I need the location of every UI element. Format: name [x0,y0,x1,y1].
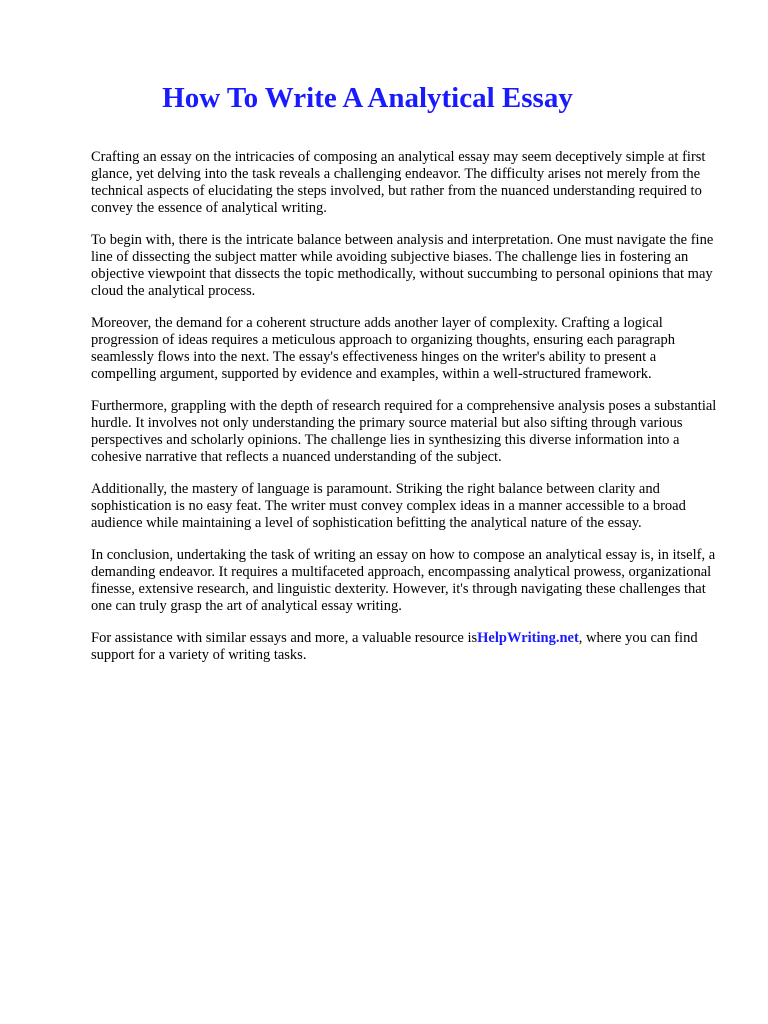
page-title: How To Write A Analytical Essay [162,82,573,114]
closing-text-before: For assistance with similar essays and more, a valuable resource is [91,630,478,646]
paragraph-closing [91,630,721,664]
paragraph-conclusion: In conclusion, undertaking the task of writing an essay on how to compose an analytical essay is, in itself, a demanding endeavor. It requires a multifaceted approach, encompassing analytical prowess, organizational finesse, extensive research, and linguistic dexterity. However, it's through navigating these challenges that one can truly grasp the art of analytical essay writing. [91,547,716,614]
closing-text-after: , where you can find support for a variety of writing tasks. [91,630,698,663]
paragraph-language: Additionally, the mastery of language is paramount. Striking the right balance between clarity and sophistication is no easy feat. The writer must convey complex ideas in a manner accessible to a broad audience while maintaining a level of sophistication befitting the analytical nature of the essay. [91,481,686,531]
paragraph-balance: To begin with, there is the intricate balance between analysis and interpretation. One must navigate the fine line of dissecting the subject matter while avoiding subjective biases. The challenge lies in fostering an objective viewpoint that dissects the topic methodically, without succumbing to personal opinions that may cloud the analytical process. [91,232,714,299]
paragraph-intro: Crafting an essay on the intricacies of composing an analytical essay may seem deceptively simple at first glance, yet delving into the task reveals a challenging endeavor. The difficulty arises not merely from the technical aspects of elucidating the steps involved, but rather from the nuanced understanding required to convey the essence of analytical writing. [91,149,706,216]
helpwriting-link[interactable]: HelpWriting.net [477,630,579,646]
paragraph-research: Furthermore, grappling with the depth of research required for a comprehensive analysis poses a substantial hurdle. It involves not only understanding the primary source material but also sifting through various perspectives and scholarly opinions. The challenge lies in synthesizing this diverse information into a cohesive narrative that reflects a nuanced understanding of the subject. [91,398,717,465]
paragraph-structure: Moreover, the demand for a coherent structure adds another layer of complexity. Crafting a logical progression of ideas requires a meticulous approach to organizing thoughts, ensuring each paragraph seamlessly flows into the next. The essay's effectiveness hinges on the writer's ability to present a compelling argument, supported by evidence and examples, within a well-structured framework. [91,315,675,382]
